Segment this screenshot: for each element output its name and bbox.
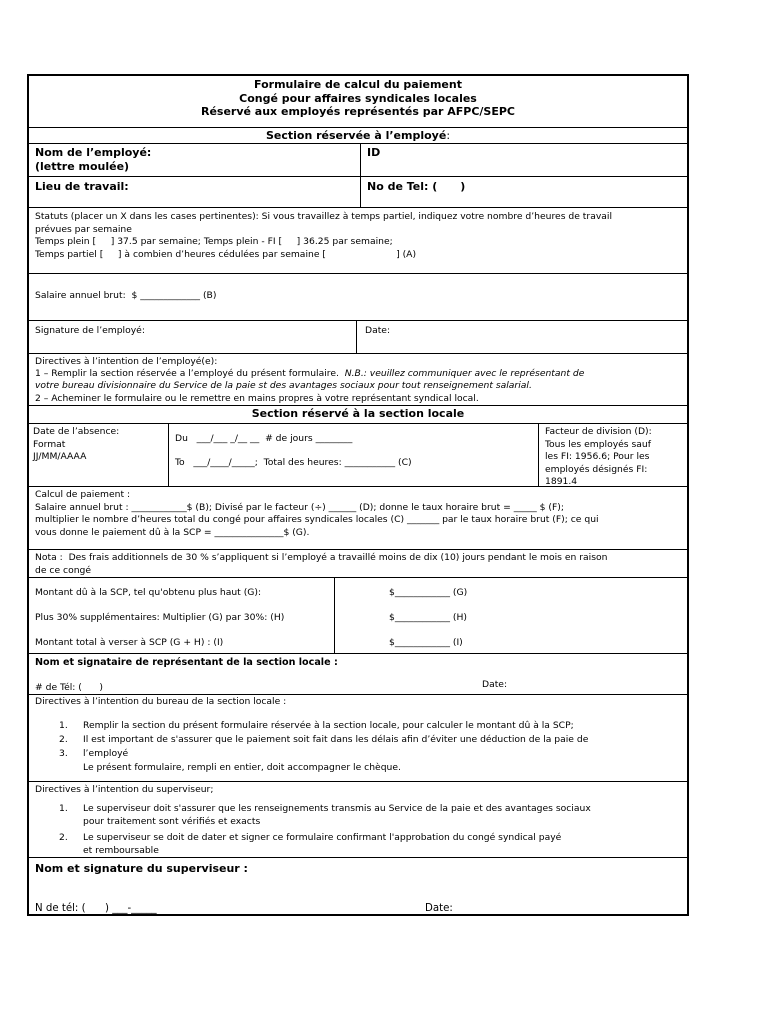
employee-directive-1: 1 – Remplir la section réservée a l’employé du présent formulaire. — [35, 368, 345, 380]
supervisor-date-field[interactable]: Date: — [425, 903, 453, 914]
division-factor-info — [545, 426, 652, 489]
employee-directives-title: Directives à l’intention de l’employé(e): — [35, 356, 218, 367]
supervisor-directives-title: Directives à l’intention du superviseur; — [35, 784, 214, 795]
absence-date-format-label: Format — [33, 438, 66, 450]
amount-i-field[interactable]: $____________ (I) — [389, 637, 463, 648]
employee-name-row — [29, 143, 687, 176]
surcharge-note — [29, 549, 687, 577]
absence-to-field[interactable]: To ___/____/_____; Total des heures: ___________ (C) — [175, 457, 412, 468]
status-instructions-cont: prévues par semaine — [35, 223, 132, 235]
local-section-title: Section réservé à la section locale — [251, 407, 465, 420]
office-directive-2: Il est important de s'assurer que le paiement soit fait dans les délais afin d’éviter une déduction de la paie de — [83, 734, 589, 745]
form-subtitle: Congé pour affaires syndicales locales — [239, 91, 477, 105]
amount-g-label: Montant dû à la SCP, tel qu'obtenu plus haut (G): — [35, 587, 262, 598]
amount-h-field[interactable]: $____________ (H) — [389, 612, 467, 623]
supervisor-signature[interactable] — [29, 857, 687, 916]
local-section-heading — [29, 405, 687, 423]
employee-workplace-row — [29, 176, 687, 207]
office-directive-2-cont: l’employé — [83, 748, 129, 759]
local-rep-phone[interactable]: # de Tél: ( ) — [35, 682, 103, 693]
calc-title: Calcul de paiement : — [35, 489, 131, 500]
status-full-time: Temps plein [ ] 37.5 par semaine; Temps plein - FI [ ] 36.25 par semaine; — [35, 236, 393, 247]
annual-salary-field[interactable]: Salaire annuel brut: $ _____________ (B) — [35, 290, 217, 301]
office-directives-title: Directives à l’intention du bureau de la section locale : — [35, 696, 287, 707]
factor-line-3: les FI: 1956.6; Pour les — [545, 451, 650, 462]
employee-id-field[interactable] — [367, 146, 380, 159]
factor-title: Facteur de division (D): — [545, 426, 652, 437]
supervisor-directive-1-cont: pour traitement sont vérifiés et exacts — [83, 816, 261, 827]
employee-section-heading — [29, 127, 687, 143]
absence-date-label — [33, 426, 119, 464]
status-instructions: Statuts (placer un X dans les cases pertinentes): Si vous travaillez à temps partiel, indiquez votre nombre d’heures de travail — [35, 211, 612, 222]
calc-line-1: Salaire annuel brut : ____________$ (B); Divisé par le facteur (÷) ______ (D); donne le taux horaire brut = _____ $ (F); — [35, 501, 564, 513]
supervisor-num-2: 2. — [59, 832, 68, 843]
absence-from-field[interactable]: Du ___/___ _/__ __ # de jours ________ — [175, 433, 353, 444]
phone-label: No de Tel: ( ) — [367, 180, 466, 193]
employee-section-title: Section réservée à l’employé — [265, 129, 447, 142]
salary-row — [29, 273, 687, 320]
supervisor-directive-2: Le superviseur se doit de dater et signer ce formulaire confirmant l'approbation du congé syndical payé — [83, 832, 562, 843]
status-part-time: Temps partiel [ ] à combien d’heures cédulées par semaine [ ] (A) — [35, 248, 417, 260]
factor-line-2: Tous les employés sauf — [545, 438, 651, 450]
employee-name-field[interactable] — [35, 146, 151, 174]
factor-line-5: 1891.4 — [545, 476, 578, 487]
office-directive-3: Le présent formulaire, rempli en entier, doit accompagner le chèque. — [83, 762, 401, 773]
employee-id-label: ID — [367, 146, 381, 159]
absence-row — [29, 423, 687, 486]
form-header — [29, 78, 687, 122]
employee-name-hint: (lettre moulée) — [35, 160, 130, 173]
calc-line-3: vous donne le paiement dû à la SCP = _______________$ (G). — [35, 526, 310, 538]
office-directives — [29, 694, 687, 781]
office-num-1: 1. — [59, 720, 68, 731]
office-num-3: 3. — [59, 748, 68, 759]
note-line-2: de ce congé — [35, 564, 92, 576]
office-num-2: 2. — [59, 734, 68, 745]
amounts-table — [29, 577, 687, 653]
form-title: Formulaire de calcul du paiement — [254, 78, 462, 91]
payment-calculation[interactable] — [29, 486, 687, 549]
office-directive-1: Remplir la section du présent formulaire réservée à la section locale, pour calculer le montant dû à la SCP; — [83, 720, 574, 731]
payment-calculation-form — [27, 74, 689, 916]
amount-h-label: Plus 30% supplémentaires: Multiplier (G) par 30%: (H) — [35, 612, 285, 623]
signature-row — [29, 320, 687, 353]
employee-directive-2: 2 – Acheminer le formulaire ou le remettre en mains propres à votre représentant syndical local. — [35, 392, 479, 404]
local-rep-signature[interactable] — [29, 653, 687, 694]
absence-date-title: Date de l’absence: — [33, 426, 120, 437]
employee-name-label: Nom de l’employé: — [35, 146, 152, 159]
employment-status[interactable] — [29, 207, 687, 273]
workplace-label: Lieu de travail: — [35, 180, 129, 193]
workplace-field[interactable] — [35, 180, 129, 193]
supervisor-signature-title: Nom et signature du superviseur : — [35, 862, 248, 875]
local-rep-title: Nom et signataire de représentant de la section locale : — [35, 657, 338, 668]
calc-line-2: multiplier le nombre d’heures total du congé pour affaires syndicales locales (C) _______ par le taux horaire brut (F); ce qui — [35, 514, 599, 525]
employee-directives — [29, 353, 687, 405]
supervisor-num-1: 1. — [59, 803, 68, 814]
amount-g-field[interactable]: $____________ (G) — [389, 587, 468, 598]
employee-signature-label: Signature de l’employé: — [35, 325, 145, 336]
amount-i-label: Montant total à verser à SCP (G + H) : (I) — [35, 637, 224, 648]
local-rep-date[interactable]: Date: — [482, 679, 508, 690]
form-eligibility: Réservé aux employés représentés par AFPC/SEPC — [200, 105, 515, 118]
phone-field[interactable] — [367, 180, 465, 193]
supervisor-directives — [29, 781, 687, 857]
absence-date-format: JJ/MM/AAAA — [33, 451, 87, 462]
factor-line-4: employés désignés FI: — [545, 463, 648, 475]
supervisor-directive-2-cont: et remboursable — [83, 845, 159, 856]
employee-date-field[interactable] — [365, 325, 390, 338]
note-line-1: Nota : Des frais additionnels de 30 % s’appliquent si l’employé a travaillé moins de dix (10) jours pendant le mois en raison — [35, 552, 608, 563]
supervisor-directive-1: Le superviseur doit s'assurer que les renseignements transmis au Service de la paie et des avantages sociaux — [83, 803, 591, 814]
supervisor-phone-field[interactable]: N de tél: ( ) ___-_____ — [35, 903, 157, 914]
employee-section-colon: : — [446, 129, 451, 142]
employee-signature-field[interactable] — [35, 325, 145, 338]
employee-date-label: Date: — [365, 325, 391, 336]
employee-directive-note: N.B.: veuillez communiquer avec le représentant de — [344, 368, 585, 380]
employee-directive-note-cont: votre bureau divisionnaire du Service de la paie st des avantages sociaux pour tout renseignement salarial. — [35, 380, 532, 392]
